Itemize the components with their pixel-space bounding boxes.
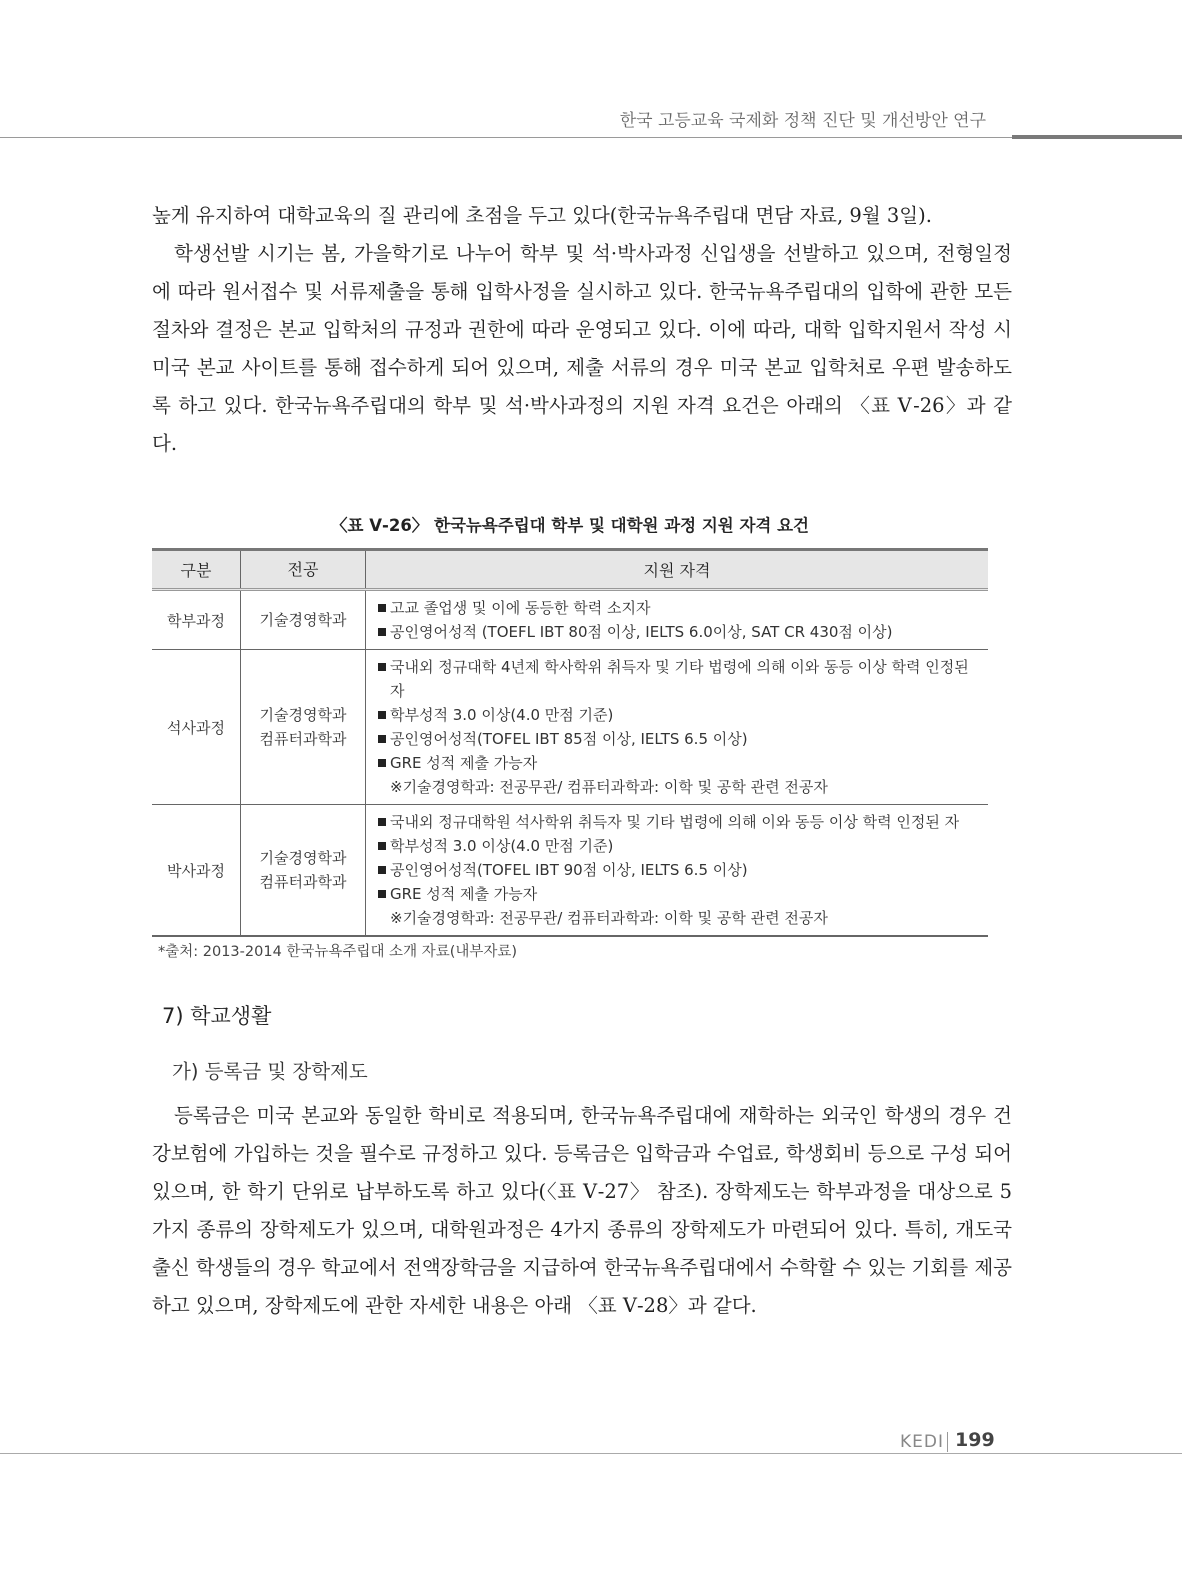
table-source-note: *출처: 2013-2014 한국뉴욕주립대 소개 자료(내부자료) [158,944,518,960]
page-number: 199 [955,1429,995,1451]
requirement-item: 국내외 정규대학 4년제 학사학위 취득자 및 기타 법령에 의해 이와 동등 이상 학력 인정된 자 [376,655,982,703]
subsection-heading: 가) 등록금 및 장학제도 [172,1060,368,1083]
row-major [241,590,366,650]
table-row-masters [152,650,988,805]
table-header-row [152,550,988,590]
requirement-item: 공인영어성적(TOFEL IBT 85점 이상, IELTS 6.5 이상) [376,727,982,751]
major-name: 기술경영학과 [259,611,347,629]
header-requirements: 지원 자격 [366,550,989,590]
section-heading: 7) 학교생활 [162,1004,272,1028]
header-rule-accent [1012,135,1182,139]
footer-org-name: KEDI [900,1432,944,1452]
requirement-item: 공인영어성적 (TOEFL IBT 80점 이상, IELTS 6.0이상, SAT CR 430점 이상) [376,620,982,644]
requirement-item: 공인영어성적(TOFEL IBT 90점 이상, IELTS 6.5 이상) [376,858,982,882]
requirement-item: 고교 졸업생 및 이에 동등한 학력 소지자 [376,596,982,620]
body-paragraph-2: 학생선발 시기는 봄, 가을학기로 나누어 학부 및 석·박사과정 신입생을 선발하고 있으며, 전형일정에 따라 원서접수 및 서류제출을 통해 입학사정을 실시하고 있다. 한국뉴욕주립대의 입학에 관한 모든 절차와 결정은 본교 입학처의 규정과 권한에 따라 운영되고 있다. 이에 따라, 대학 입학지원서 작성 시 미국 본교 사이트를 통해 접수하게 되어 있으며, 제출 서류의 경우 미국 본교 입학처로 우편 발송하도록 하고 있다. 한국뉴욕주립대의 학부 및 석·박사과정의 지원 자격 요건은 아래의 〈표 Ⅴ-26〉과 같다. [152,242,1012,455]
table-row-undergraduate [152,590,988,650]
header-major: 전공 [241,550,366,590]
footer-divider [947,1432,948,1452]
admission-requirements-table [152,548,988,937]
requirement-note: ※기술경영학과: 전공무관/ 컴퓨터과학과: 이학 및 공학 관련 전공자 [390,778,828,796]
row-requirements [366,650,989,805]
requirement-item: 국내외 정규대학원 석사학위 취득자 및 기타 법령에 의해 이와 동등 이상 학력 인정된 자 [376,810,982,834]
header-rule [0,137,1012,138]
requirement-item: GRE 성적 제출 가능자 [376,751,982,775]
body-paragraph-1: 높게 유지하여 대학교육의 질 관리에 초점을 두고 있다(한국뉴욕주립대 면담 자료, 9월 3일). [152,204,932,227]
body-paragraph-3: 등록금은 미국 본교와 동일한 학비로 적용되며, 한국뉴욕주립대에 재학하는 외국인 학생의 경우 건강보험에 가입하는 것을 필수로 규정하고 있다. 등록금은 입학금과 수업료, 학생회비 등으로 구성 되어 있으며, 한 학기 단위로 납부하도록 하고 있다(〈표 Ⅴ-27〉 참조). 장학제도는 학부과정을 대상으로 5가지 종류의 장학제도가 있으며, 대학원과정은 4가지 종류의 장학제도가 마련되어 있다. 특히, 개도국 출신 학생들의 경우 학교에서 전액장학금을 지급하여 한국뉴욕주립대에서 수학할 수 있는 기회를 제공하고 있으며, 장학제도에 관한 자세한 내용은 아래 〈표 Ⅴ-28〉과 같다. [152,1104,1012,1317]
major-name: 컴퓨터과학과 [259,873,347,891]
footer-rule [0,1453,1182,1454]
row-category: 박사과정 [152,805,241,937]
header-category: 구분 [152,550,241,590]
major-name: 기술경영학과 [259,849,347,867]
row-major [241,805,366,937]
table-caption: 〈표 Ⅴ-26〉 한국뉴욕주립대 학부 및 대학원 과정 지원 자격 요건 [331,516,809,535]
running-header-title: 한국 고등교육 국제화 정책 진단 및 개선방안 연구 [619,111,986,131]
row-requirements [366,590,989,650]
table-row-doctoral [152,805,988,937]
row-major [241,650,366,805]
requirement-note: ※기술경영학과: 전공무관/ 컴퓨터과학과: 이학 및 공학 관련 전공자 [390,909,828,927]
major-name: 컴퓨터과학과 [259,730,347,748]
requirement-item: 학부성적 3.0 이상(4.0 만점 기준) [376,834,982,858]
row-requirements [366,805,989,937]
row-category: 석사과정 [152,650,241,805]
major-name: 기술경영학과 [259,706,347,724]
row-category: 학부과정 [152,590,241,650]
requirement-item: GRE 성적 제출 가능자 [376,882,982,906]
requirement-item: 학부성적 3.0 이상(4.0 만점 기준) [376,703,982,727]
